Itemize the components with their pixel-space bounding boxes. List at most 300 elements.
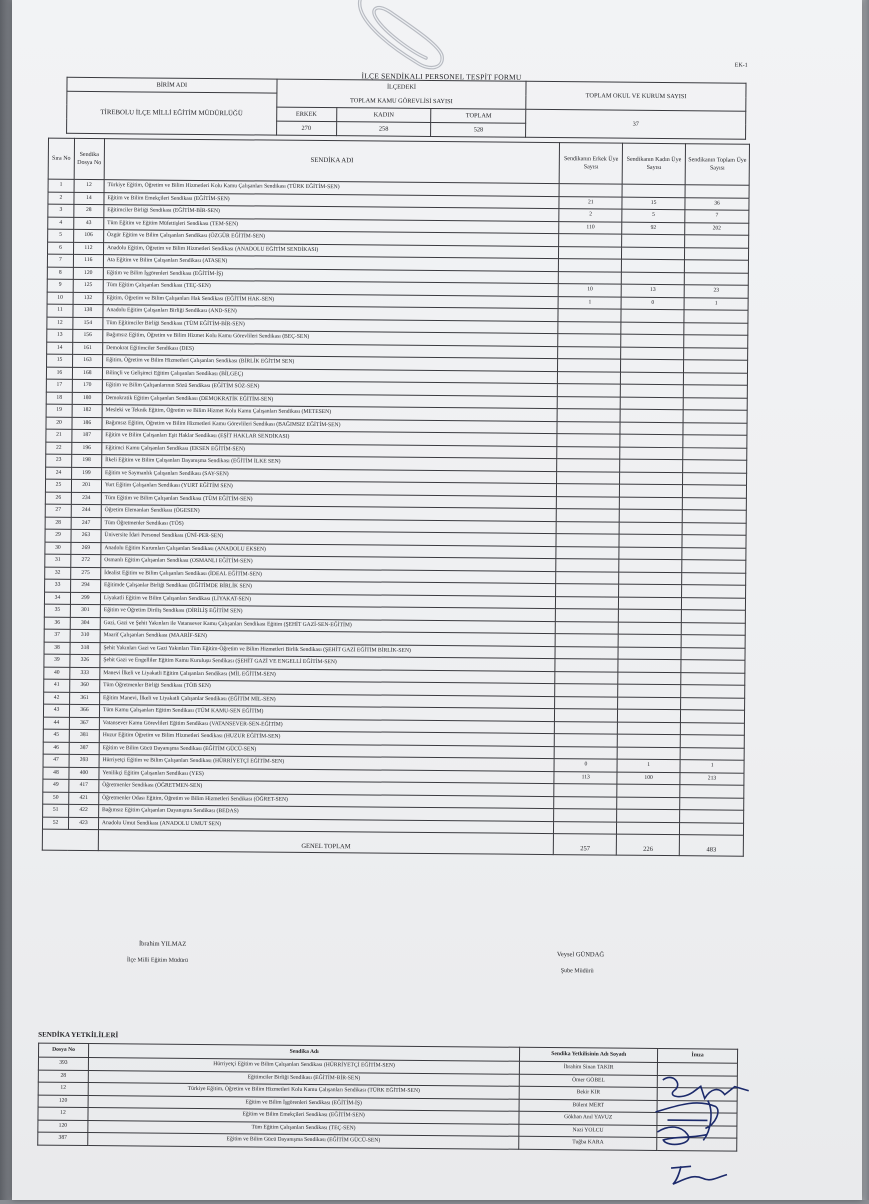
row-kadin <box>618 647 681 660</box>
row-erkek <box>554 796 617 809</box>
row-kadin <box>619 609 682 622</box>
row-toplam <box>680 822 744 835</box>
row-toplam <box>683 472 747 485</box>
col-sendika: SENDİKA ADI <box>104 139 560 184</box>
row-erkek <box>555 634 618 647</box>
row-kadin <box>619 559 682 572</box>
row-sendika-adi: Eğitim Manevi, İlkeli ve Liyakatli Çalışanlar Sendikası (EĞİTİM MİL-SEN) <box>99 692 555 708</box>
row-kadin: 1 <box>617 759 680 772</box>
yet-col-adi: Sendika Adı <box>88 1044 519 1062</box>
row-sira: 19 <box>46 404 72 417</box>
toplam-kamu-label: TOPLAM KAMU GÖREVLİSİ SAYISI <box>276 93 526 109</box>
row-dosya: 170 <box>72 379 102 392</box>
row-dosya: 154 <box>73 317 103 330</box>
yetkili-dosya: 12 <box>38 1082 88 1095</box>
row-toplam <box>681 710 745 723</box>
row-dosya: 196 <box>72 442 102 455</box>
yet-col-yetkili: Sendika Yetkilisinin Adı Soyadı <box>520 1047 658 1062</box>
row-dosya: 182 <box>72 404 102 417</box>
row-erkek <box>557 446 620 459</box>
row-sira: 42 <box>44 692 70 705</box>
row-sira: 25 <box>45 479 71 492</box>
row-erkek: 10 <box>559 284 622 297</box>
row-sendika-adi: Anadolu Eğitim Kurumları Çalışanları Sendikası (ANADOLU EKSEN) <box>101 542 557 558</box>
row-sendika-adi: Eğitimciler Birliği Sendikası (EĞİTİM-BİR-SEN) <box>104 205 560 221</box>
row-erkek <box>555 721 618 734</box>
row-dosya: 201 <box>71 479 101 492</box>
row-sira: 27 <box>45 504 71 517</box>
row-dosya: 161 <box>73 342 103 355</box>
row-erkek <box>557 434 620 447</box>
row-kadin: 13 <box>621 284 684 297</box>
row-kadin <box>622 259 685 272</box>
row-dosya: 299 <box>70 592 100 605</box>
row-sira: 40 <box>44 667 70 680</box>
row-toplam <box>683 397 747 410</box>
yetkili-adi-soyadi: Bülent MERT <box>519 1099 657 1113</box>
row-sira: 3 <box>48 204 74 217</box>
yetkili-sendika-adi: Eğitim ve Bilim Gücü Dayanışma Sendikası (EĞİTİM GÜCÜ-SEN) <box>88 1133 519 1149</box>
row-kadin <box>622 234 685 247</box>
row-dosya: 422 <box>69 804 99 817</box>
row-kadin <box>621 322 684 335</box>
row-sira: 9 <box>47 279 73 292</box>
row-toplam: 213 <box>680 772 744 785</box>
row-dosya: 333 <box>70 667 100 680</box>
row-erkek <box>556 596 619 609</box>
genel-toplam-kadin: 226 <box>616 834 679 856</box>
col-erkek: Sendikanın Erkek Üye Sayısı <box>559 143 622 185</box>
row-dosya: 156 <box>73 329 103 342</box>
row-erkek <box>555 646 618 659</box>
row-sira: 32 <box>45 567 71 580</box>
row-toplam <box>682 560 746 573</box>
row-dosya: 187 <box>72 429 102 442</box>
yetkili-dosya: 393 <box>38 1057 88 1070</box>
row-erkek <box>559 234 622 247</box>
yetkili-sendika-adi: Eğitimciler Birliği Sendikası (EĞİTİM-BİR-SEN) <box>88 1070 519 1086</box>
row-erkek <box>558 359 621 372</box>
row-dosya: 361 <box>70 692 100 705</box>
row-dosya: 421 <box>69 792 99 805</box>
row-erkek <box>554 809 617 822</box>
genel-toplam-label: GENEL TOPLAM <box>98 830 554 855</box>
row-erkek: 1 <box>558 296 621 309</box>
row-kadin: 15 <box>622 197 685 210</box>
row-erkek <box>554 821 617 834</box>
row-erkek: 0 <box>554 759 617 772</box>
row-toplam <box>683 435 747 448</box>
row-dosya: 120 <box>73 267 103 280</box>
row-toplam <box>680 747 744 760</box>
row-sira: 30 <box>45 542 71 555</box>
row-kadin <box>619 509 682 522</box>
row-sira: 16 <box>46 367 72 380</box>
row-sendika-adi: İlkeli Eğitim ve Bilim Çalışanları Dayanışma Sendikası (EĞİTİM İLKE SEN) <box>102 455 558 471</box>
yetkili-adi-soyadi: İbrahim Sinan TAKIR <box>520 1061 658 1075</box>
row-sira: 35 <box>44 604 70 617</box>
row-toplam <box>682 535 746 548</box>
row-sira: 14 <box>47 342 73 355</box>
row-sendika-adi: Özgür Eğitim ve Bilim Çalışanları Sendikası (ÖZGÜR EĞİTİM-SEN) <box>104 230 560 246</box>
yetkili-dosya: 120 <box>38 1095 88 1108</box>
row-sira: 33 <box>45 579 71 592</box>
row-toplam <box>683 422 747 435</box>
row-dosya: 14 <box>74 192 104 205</box>
row-kadin <box>621 372 684 385</box>
col-toplam: Sendikanın Toplam Üye Sayısı <box>685 144 749 186</box>
row-erkek <box>557 409 620 422</box>
row-dosya: 12 <box>74 179 104 192</box>
row-erkek <box>555 684 618 697</box>
ilcedeki-label: İLÇEDEKİ <box>277 79 527 95</box>
row-dosya: 198 <box>72 454 102 467</box>
col-kadin: Sendikanın Kadın Üye Sayısı <box>622 143 685 185</box>
row-kadin: 5 <box>622 209 685 222</box>
row-toplam <box>681 635 745 648</box>
row-erkek: 21 <box>559 196 622 209</box>
row-toplam <box>680 797 744 810</box>
row-sira: 6 <box>48 242 74 255</box>
row-toplam <box>683 372 747 385</box>
document-page <box>12 0 862 1200</box>
genel-toplam-empty <box>42 829 98 850</box>
row-sendika-adi: Vatansever Kamu Görevlileri Eğitim Sendikası (VATANSEVER-SEN-EĞİTİM) <box>99 717 555 733</box>
row-erkek <box>557 509 620 522</box>
row-sira: 18 <box>46 392 72 405</box>
row-kadin <box>620 472 683 485</box>
row-kadin <box>622 247 685 260</box>
row-dosya: 381 <box>69 729 99 742</box>
row-kadin <box>620 409 683 422</box>
row-sendika-adi: Eğitim, Öğretim ve Bilim Çalışanları Hak Sendikası (EĞİTİM HAK-SEN) <box>103 292 559 308</box>
row-sira: 13 <box>47 329 73 342</box>
row-toplam <box>684 260 748 273</box>
row-dosya: 116 <box>73 254 103 267</box>
row-sira: 2 <box>48 192 74 205</box>
row-sira: 12 <box>47 317 73 330</box>
yetkili-dosya: 12 <box>38 1107 88 1120</box>
yetkili-imza <box>657 1112 737 1125</box>
row-sira: 21 <box>46 429 72 442</box>
yet-col-imza: İmza <box>658 1048 738 1063</box>
birim-label: BİRİM ADI <box>67 77 277 93</box>
row-sira: 26 <box>45 492 71 505</box>
row-toplam <box>680 735 744 748</box>
row-erkek <box>558 371 621 384</box>
row-kadin <box>619 572 682 585</box>
yetkili-sendika-adi: Tüm Eğitim Çalışanları Sendikası (TEÇ-SEN) <box>88 1120 519 1136</box>
row-erkek <box>559 184 622 197</box>
row-kadin: 92 <box>622 222 685 235</box>
row-sendika-adi: Yenilikçi Eğitim Çalışanları Sendikası (YES) <box>99 767 555 783</box>
kadin-value: 258 <box>336 121 431 136</box>
row-sira: 22 <box>46 442 72 455</box>
row-erkek <box>558 321 621 334</box>
row-toplam <box>685 235 749 248</box>
row-erkek <box>557 471 620 484</box>
row-dosya: 132 <box>73 292 103 305</box>
header-table <box>66 77 746 139</box>
row-dosya: 244 <box>71 504 101 517</box>
row-toplam: 1 <box>680 760 744 773</box>
row-sira: 39 <box>44 654 70 667</box>
row-sira: 11 <box>47 304 73 317</box>
row-toplam <box>682 547 746 560</box>
row-erkek <box>555 659 618 672</box>
row-sira: 10 <box>47 292 73 305</box>
row-dosya: 168 <box>72 367 102 380</box>
row-toplam: 36 <box>685 197 749 210</box>
row-toplam <box>681 622 745 635</box>
row-dosya: 163 <box>72 354 102 367</box>
toplam-value: 528 <box>431 122 526 137</box>
right-signer-name: Veysel GÜNDAĞ <box>556 951 605 959</box>
yetkili-adi-soyadi: Ömer GÖBEL <box>520 1074 658 1088</box>
row-sendika-adi: Türkiye Eğitim, Öğretim ve Bilim Hizmetleri Kolu Kamu Çalışanları Sendikası (TÜRK EĞİTİM-SEN) <box>104 180 560 196</box>
row-dosya: 326 <box>70 654 100 667</box>
row-kadin <box>618 622 681 635</box>
row-sira: 48 <box>43 767 69 780</box>
row-sira: 47 <box>43 754 69 767</box>
row-sira: 44 <box>43 717 69 730</box>
row-dosya: 301 <box>70 604 100 617</box>
row-dosya: 112 <box>73 242 103 255</box>
row-sendika-adi: Osmanlı Eğitim Çalışanları Sendikası (OSMANLI EĞİTİM-SEN) <box>101 555 557 571</box>
row-sendika-adi: Tüm Eğitimciler Birliği Sendikası (TÜM EĞİTİM-BİR-SEN) <box>103 317 559 333</box>
row-sendika-adi: Hürriyetçi Eğitim ve Bilim Çalışanları Sendikası (HÜRRİYETÇİ EĞİTİM-SEN) <box>99 755 555 771</box>
row-sendika-adi: Tüm Kamu Çalışanları Eğitim Sendikası (TÜM KAMU-SEN EĞİTİM) <box>99 705 555 721</box>
row-kadin <box>620 397 683 410</box>
row-sira: 43 <box>43 704 69 717</box>
row-toplam <box>685 247 749 260</box>
row-dosya: 43 <box>74 217 104 230</box>
yetkili-sendika-adi: Türkiye Eğitim, Öğretim ve Bilim Hizmetleri Kolu Kamu Çalışanları Sendikası (TÜRK EĞİTİM-SEN) <box>88 1083 519 1099</box>
row-sira: 46 <box>43 742 69 755</box>
row-dosya: 263 <box>71 529 101 542</box>
row-erkek <box>556 609 619 622</box>
row-sendika-adi: Eğitimde Çalışanlar Birliği Sendikası (EĞİTİMDE BİRLİK SEN) <box>100 580 556 596</box>
row-erkek <box>556 584 619 597</box>
row-erkek <box>557 484 620 497</box>
row-kadin <box>617 784 680 797</box>
row-dosya: 417 <box>69 779 99 792</box>
sendika-table <box>42 138 750 857</box>
row-kadin <box>619 522 682 535</box>
row-sira: 52 <box>42 817 68 830</box>
row-erkek <box>555 709 618 722</box>
yetkili-adi-soyadi: Bekir KIR <box>519 1086 657 1100</box>
row-dosya: 275 <box>71 567 101 580</box>
row-kadin <box>621 272 684 285</box>
row-sendika-adi: Eğitim ve Bilim Emekçileri Sendikası (EĞİTİM-SEN) <box>104 192 560 208</box>
row-sira: 1 <box>48 179 74 192</box>
erkek-value: 270 <box>276 121 336 136</box>
yetkili-sendika-adi: Hürriyetçi Eğitim ve Bilim Çalışanları Sendikası (HÜRRİYETÇİ EĞİTİM-SEN) <box>88 1058 519 1074</box>
row-toplam <box>681 672 745 685</box>
row-toplam <box>682 572 746 585</box>
row-dosya: 393 <box>69 754 99 767</box>
row-toplam <box>682 510 746 523</box>
okul-label: TOPLAM OKUL VE KURUM SAYISI <box>526 81 746 110</box>
row-sendika-adi: Eğitimci Kamu Çalışanları Sendikası (EKSEN EĞİTİM-SEN) <box>102 442 558 458</box>
row-sira: 29 <box>45 529 71 542</box>
row-erkek <box>557 421 620 434</box>
row-erkek <box>558 309 621 322</box>
row-sendika-adi: Eğitim ve Bilim İşgörenleri Sendikası (EĞİTİM-İŞ) <box>103 267 559 283</box>
row-toplam <box>683 385 747 398</box>
row-toplam <box>681 697 745 710</box>
row-toplam <box>681 647 745 660</box>
row-erkek: 2 <box>559 209 622 222</box>
row-sendika-adi: Maarif Çalışanları Sendikası (MAARİF-SEN) <box>100 630 556 646</box>
row-dosya: 125 <box>73 279 103 292</box>
row-dosya: 106 <box>74 229 104 242</box>
row-kadin <box>617 797 680 810</box>
row-kadin <box>617 734 680 747</box>
row-dosya: 28 <box>74 204 104 217</box>
right-signer-title: Şube Müdürü <box>560 968 594 975</box>
row-kadin: 100 <box>617 772 680 785</box>
row-erkek <box>559 246 622 259</box>
row-kadin <box>617 747 680 760</box>
row-toplam <box>680 722 744 735</box>
row-sendika-adi: Demokratik Eğitim Çalışanları Sendikası (DEMOKRATİK EĞİTİM-SEN) <box>102 392 558 408</box>
row-toplam <box>684 310 748 323</box>
yetkili-sendika-adi: Eğitim ve Bilim Emekçileri Sendikası (EĞİTİM-SEN) <box>88 1108 519 1124</box>
row-sendika-adi: Bağımsız Eğitim, Öğretim ve Bilim Hizmetleri Kamu Görevlileri Sendikası (BAĞIMSIZ EĞİTİM-SEN) <box>102 417 558 433</box>
row-kadin <box>618 659 681 672</box>
row-sendika-adi: Şehit Yakınları Gazi ve Gazi Yakınları Tüm Eğitim-Öğretim ve Bilim Hizmetleri Birlik Sendikası (ŞEHİT GAZİ EĞİTİM BİRLİK-SEN) <box>100 642 556 658</box>
row-erkek <box>556 621 619 634</box>
row-kadin <box>621 334 684 347</box>
row-toplam <box>684 347 748 360</box>
row-sira: 15 <box>47 354 73 367</box>
row-dosya: 138 <box>73 304 103 317</box>
row-kadin <box>619 597 682 610</box>
row-dosya: 247 <box>71 517 101 530</box>
yetkili-imza <box>657 1100 737 1113</box>
row-kadin <box>621 309 684 322</box>
row-kadin <box>620 434 683 447</box>
row-sira: 36 <box>44 617 70 630</box>
row-sendika-adi: Liyakatli Eğitim ve Bilim Çalışanları Sendikası (LİYAKAT-SEN) <box>100 592 556 608</box>
row-sira: 38 <box>44 642 70 655</box>
row-toplam <box>682 597 746 610</box>
row-sendika-adi: Gazi, Gazi ve Şehit Yakınları ile Vatansever Kamu Çalışanları Sendikası Eğitim (ŞEHİT GAZİ-SEN-EĞİTİM) <box>100 617 556 633</box>
row-sendika-adi: Eğitim, Öğretim ve Bilim Hizmetleri Çalışanları Sendikası (BİRLİK EĞİTİM SEN) <box>102 355 558 371</box>
row-sendika-adi: Eğitim ve Bilim Çalışanları Eşit Haklar Sendikası (EŞİT HAKLAR SENDİKASI) <box>102 430 558 446</box>
row-dosya: 366 <box>69 704 99 717</box>
row-toplam <box>682 497 746 510</box>
row-toplam <box>684 335 748 348</box>
row-toplam: 202 <box>685 222 749 235</box>
row-kadin <box>619 534 682 547</box>
paper-clip <box>346 0 456 86</box>
row-kadin <box>620 459 683 472</box>
row-kadin <box>620 447 683 460</box>
row-kadin <box>618 634 681 647</box>
row-erkek <box>556 521 619 534</box>
row-sira: 8 <box>47 267 73 280</box>
row-toplam <box>683 410 747 423</box>
row-kadin: 0 <box>621 297 684 310</box>
row-sira: 17 <box>46 379 72 392</box>
row-dosya: 186 <box>72 417 102 430</box>
row-dosya: 180 <box>72 392 102 405</box>
table-header-row <box>48 138 749 185</box>
row-sira: 45 <box>43 729 69 742</box>
row-erkek <box>555 671 618 684</box>
row-dosya: 423 <box>68 817 98 830</box>
row-sendika-adi: Eğitim ve Bilim Çalışanlarının Sözü Sendikası (EĞİTİM SÖZ-SEN) <box>102 380 558 396</box>
row-sendika-adi: Bağımsız Eğitim Çalışanları Dayanışma Sendikası (BEDAS) <box>98 805 554 821</box>
row-toplam: 23 <box>684 285 748 298</box>
row-erkek <box>556 534 619 547</box>
row-sendika-adi: Eğitim ve Saymanlık Çalışanları Sendikası (SAY-SEN) <box>101 467 557 483</box>
row-sendika-adi: Eğitim ve Öğretim Diriliş Sendikası (DİRİLİŞ EĞİTİM SEN) <box>100 605 556 621</box>
row-toplam <box>681 685 745 698</box>
row-dosya: 294 <box>70 579 100 592</box>
row-erkek <box>558 384 621 397</box>
row-kadin <box>621 359 684 372</box>
row-kadin <box>620 422 683 435</box>
row-toplam <box>683 460 747 473</box>
row-sendika-adi: Manevi İlkeli ve Liyakatli Eğitim Çalışanları Sendikası (MİL EĞİTİM-SEN) <box>100 667 556 683</box>
row-erkek <box>559 259 622 272</box>
kadin-label: KADIN <box>336 107 431 122</box>
row-sira: 41 <box>44 679 70 692</box>
row-erkek <box>558 346 621 359</box>
left-signer-name: İbrahim YILMAZ <box>138 940 187 948</box>
row-sendika-adi: Bağımsız Eğitim, Öğretim ve Bilim Hizmet Kolu Kamu Görevlileri Sendikası (BEÇ-SEN) <box>103 330 559 346</box>
row-erkek <box>556 571 619 584</box>
row-toplam <box>684 272 748 285</box>
signature-scribble <box>671 1166 727 1184</box>
yetkililer-table <box>37 1043 738 1152</box>
row-kadin <box>618 709 681 722</box>
row-kadin <box>617 809 680 822</box>
row-erkek <box>556 546 619 559</box>
row-sendika-adi: Öğretim Elemanları Sendikası (ÖGESEN) <box>101 505 557 521</box>
row-sira: 20 <box>46 417 72 430</box>
row-kadin <box>618 684 681 697</box>
row-sendika-adi: Tüm Eğitim ve Bilim Çalışanları Sendikası (TÜM EĞİTİM-SEN) <box>101 492 557 508</box>
yetkili-dosya: 28 <box>38 1070 88 1083</box>
row-kadin <box>620 497 683 510</box>
row-toplam <box>680 785 744 798</box>
row-erkek <box>556 559 619 572</box>
yetkili-adi-soyadi: Gökhan Anıl YAVUZ <box>519 1111 657 1125</box>
row-sira: 31 <box>45 554 71 567</box>
row-sira: 37 <box>44 629 70 642</box>
row-sendika-adi: Tüm Öğretmenler Sendikası (TÖS) <box>101 517 557 533</box>
row-toplam <box>682 485 746 498</box>
yet-col-dosya: Dosya No <box>38 1043 88 1057</box>
row-sendika-adi: Şehit Gazi ve Engelliler Eğitim Kamu Kuruluşu Sendikası (ŞEHİT GAZİ VE ENGELLİ EĞİTİM-SEN) <box>100 655 556 671</box>
row-dosya: 367 <box>69 717 99 730</box>
row-dosya: 400 <box>69 767 99 780</box>
genel-toplam-erkek: 257 <box>554 834 617 856</box>
form-title: İLÇE SENDİKALI PERSONEL TESPİT FORMU <box>361 71 522 82</box>
row-toplam <box>685 185 749 198</box>
row-dosya: 199 <box>71 467 101 480</box>
row-erkek <box>555 734 618 747</box>
yetkili-adi-soyadi: Nazi YOLCU <box>519 1124 657 1138</box>
row-kadin <box>618 672 681 685</box>
row-sira: 51 <box>43 804 69 817</box>
row-sendika-adi: Huzur Eğitim Öğretim ve Bilim Hizmetleri Sendikası (HUZUR EĞİTİM-SEN) <box>99 730 555 746</box>
